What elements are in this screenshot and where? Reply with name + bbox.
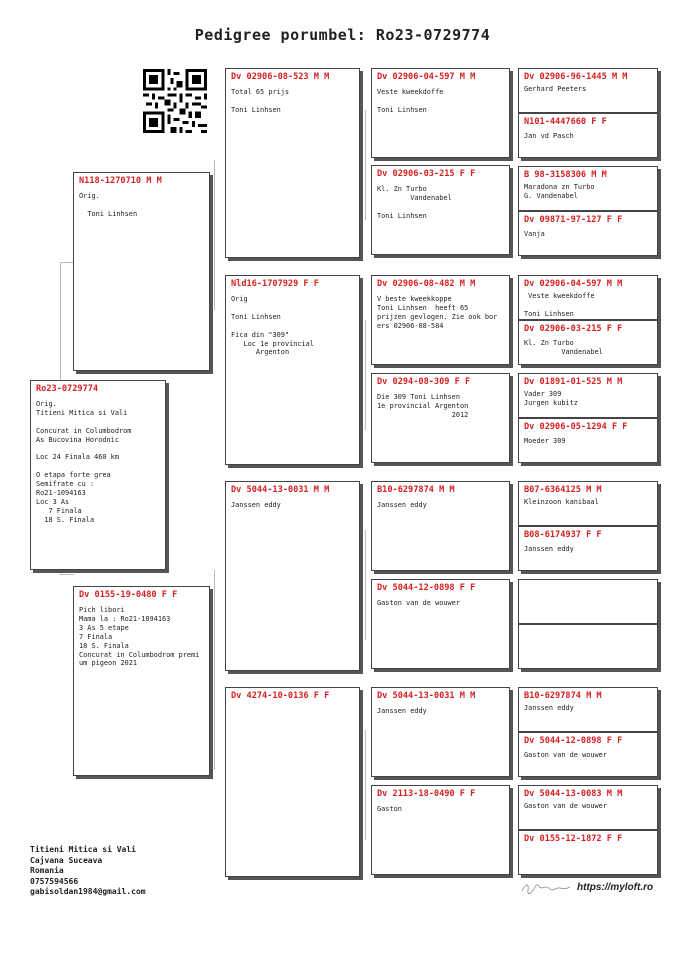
card-notes: Moeder 309 <box>524 437 566 445</box>
card-notes: Orig. Titieni Mitica si Vali Concurat in Columbodrom As Bucovina Horodnic Loc 24 Finala 460 km O etapa forte grea Semifrate cu : Ro21-1094163 Loc 3 As 7 Finala 18 S. Finala <box>36 400 132 524</box>
website-link[interactable]: https://myloft.ro <box>577 882 654 893</box>
ancestor-card-fff <box>371 68 510 158</box>
connector-line <box>365 110 366 220</box>
ancestor-card-g5 <box>518 275 658 320</box>
ancestor-card-mff <box>371 481 510 571</box>
ancestor-card-fmm <box>371 373 510 463</box>
breeder-email[interactable]: gabisoldan1984@gmail.com <box>30 887 146 897</box>
ancestor-card-g8 <box>518 418 658 463</box>
ring-number: Ro23-0729774 <box>36 384 99 394</box>
father-card <box>73 172 210 371</box>
ring-number: N118-1270710 M M <box>79 176 162 186</box>
ancestor-card-g16 <box>518 830 658 875</box>
card-notes: Vanja <box>524 230 545 238</box>
card-notes: V beste kweekkoppe Toni Linhsen heeft 65 prijzen gevlogen. Zie ook bor ers 02906-08-584 <box>377 295 498 330</box>
ring-number: Dv 0155-12-1872 F F <box>524 834 623 844</box>
connector-line <box>60 262 74 263</box>
ancestor-card-g7 <box>518 373 658 418</box>
ring-number: B10-6297874 M M <box>524 691 602 701</box>
card-notes: Vader 309 Jurgen kubitz <box>524 390 578 407</box>
card-notes: Kleinzoon kanibaal <box>524 498 599 506</box>
ring-number: B10-6297874 M M <box>377 485 455 495</box>
signature-icon <box>520 880 572 896</box>
ancestor-card-ffm <box>371 165 510 255</box>
ancestor-card-g13 <box>518 687 658 732</box>
ring-number: B07-6364125 M M <box>524 485 602 495</box>
card-notes: Pich libori Mama la : Ro21-1094163 3 As 5 etape 7 Finala 18 S. Finala Concurat in Columbodrom premi um pigeon 2021 <box>79 606 200 668</box>
connector-line <box>214 160 215 310</box>
ring-number: Dv 5044-13-0083 M M <box>524 789 623 799</box>
ancestor-card-g15 <box>518 785 658 830</box>
card-notes: Gaston <box>377 805 402 813</box>
card-notes: Total 65 prijs Toni Linhsen <box>231 88 290 114</box>
ancestor-card-mmm <box>371 785 510 875</box>
card-notes: Gaston van de wouwer <box>524 751 607 759</box>
ring-number: Dv 02906-08-482 M M <box>377 279 476 289</box>
ring-number: N101-4447660 F F <box>524 117 607 127</box>
ring-number: Dv 01891-01-525 M M <box>524 377 623 387</box>
card-notes: Gaston van de wouwer <box>524 802 607 810</box>
ring-number: Dv 02906-96-1445 M M <box>524 72 628 82</box>
ring-number: Dv 4274-10-0136 F F <box>231 691 330 701</box>
ring-number: B08-6174937 F F <box>524 530 602 540</box>
card-notes: Gerhard Peeters <box>524 85 587 93</box>
card-notes: Die 309 Toni Linhsen 1e provincial Argenton 2012 <box>377 393 469 419</box>
card-notes: Gaston van de wouwer <box>377 599 460 607</box>
ancestor-card-g3 <box>518 166 658 211</box>
ring-number: Dv 02906-08-523 M M <box>231 72 330 82</box>
paternal-grandfather-card <box>225 68 360 258</box>
ring-number: Dv 0155-19-0480 F F <box>79 590 178 600</box>
ring-number: Dv 0294-08-309 F F <box>377 377 471 387</box>
card-notes: Janssen eddy <box>524 704 574 712</box>
card-notes: Maradona zn Turbo G. Vandenabel <box>524 183 595 200</box>
breeder-phone: 0757594566 <box>30 876 79 886</box>
paternal-grandmother-card <box>225 275 360 465</box>
ring-number: Dv 02906-03-215 F F <box>377 169 476 179</box>
card-notes: Veste kweekdoffe Toni Linhsen <box>524 292 595 318</box>
subject-pigeon-card <box>30 380 166 570</box>
card-notes: Veste kweekdoffe Toni Linhsen <box>377 88 444 114</box>
ring-number: Dv 09871-97-127 F F <box>524 215 623 225</box>
card-notes: Janssen eddy <box>377 707 427 715</box>
card-notes: Janssen eddy <box>231 501 281 509</box>
ring-number: Dv 5044-13-0031 M M <box>377 691 476 701</box>
ring-number: Nld16-1707929 F F <box>231 279 319 289</box>
card-notes: Jan vd Pasch <box>524 132 574 140</box>
maternal-grandfather-card <box>225 481 360 671</box>
ancestor-card-g9 <box>518 481 658 526</box>
ancestor-card-g1 <box>518 68 658 113</box>
ancestor-card-g4 <box>518 211 658 256</box>
card-notes: Kl. Zn Turbo Vandenabel <box>524 339 603 356</box>
page-title: Pedigree porumbel: Ro23-0729774 <box>194 26 491 44</box>
ancestor-card-mfm <box>371 579 510 669</box>
connector-line <box>60 574 74 575</box>
connector-line <box>365 320 366 430</box>
card-notes: Janssen eddy <box>524 545 574 553</box>
connector-line <box>365 730 366 840</box>
ancestor-card-fmf <box>371 275 510 365</box>
connector-line <box>214 570 215 770</box>
ring-number: Dv 02906-03-215 F F <box>524 324 623 334</box>
ancestor-card-g14 <box>518 732 658 777</box>
ancestor-card-g10 <box>518 526 658 571</box>
ancestor-card-g6 <box>518 320 658 365</box>
qr-code-icon <box>143 69 207 133</box>
ring-number: Dv 02906-05-1294 F F <box>524 422 628 432</box>
ancestor-card-g2 <box>518 113 658 158</box>
card-notes: Janssen eddy <box>377 501 427 509</box>
ring-number: Dv 5044-13-0031 M M <box>231 485 330 495</box>
card-notes: Orig. Toni Linhsen <box>79 192 138 218</box>
ring-number: Dv 5044-12-0898 F F <box>377 583 476 593</box>
ring-number: Dv 02906-04-597 M M <box>524 279 623 289</box>
ring-number: Dv 2113-18-0490 F F <box>377 789 476 799</box>
mother-card <box>73 586 210 776</box>
card-notes: Kl. Zn Turbo Vandenabel Toni Linhsen <box>377 185 452 220</box>
maternal-grandmother-card <box>225 687 360 877</box>
ring-number: B 98-3158306 M M <box>524 170 607 180</box>
breeder-contact <box>30 845 146 898</box>
ancestor-card-g12 <box>518 624 658 669</box>
card-notes: Orig Toni Linhsen Fica din "309" Loc 1e provincial Argenton <box>231 295 314 357</box>
connector-line <box>365 530 366 640</box>
ancestor-card-g11 <box>518 579 658 624</box>
breeder-city: Cajvana Suceava <box>30 855 103 865</box>
ring-number: Dv 5044-12-0898 F F <box>524 736 623 746</box>
breeder-name: Titieni Mitica si Vali <box>30 845 136 854</box>
ancestor-card-mmf <box>371 687 510 777</box>
breeder-country: Romania <box>30 866 64 876</box>
ring-number: Dv 02906-04-597 M M <box>377 72 476 82</box>
